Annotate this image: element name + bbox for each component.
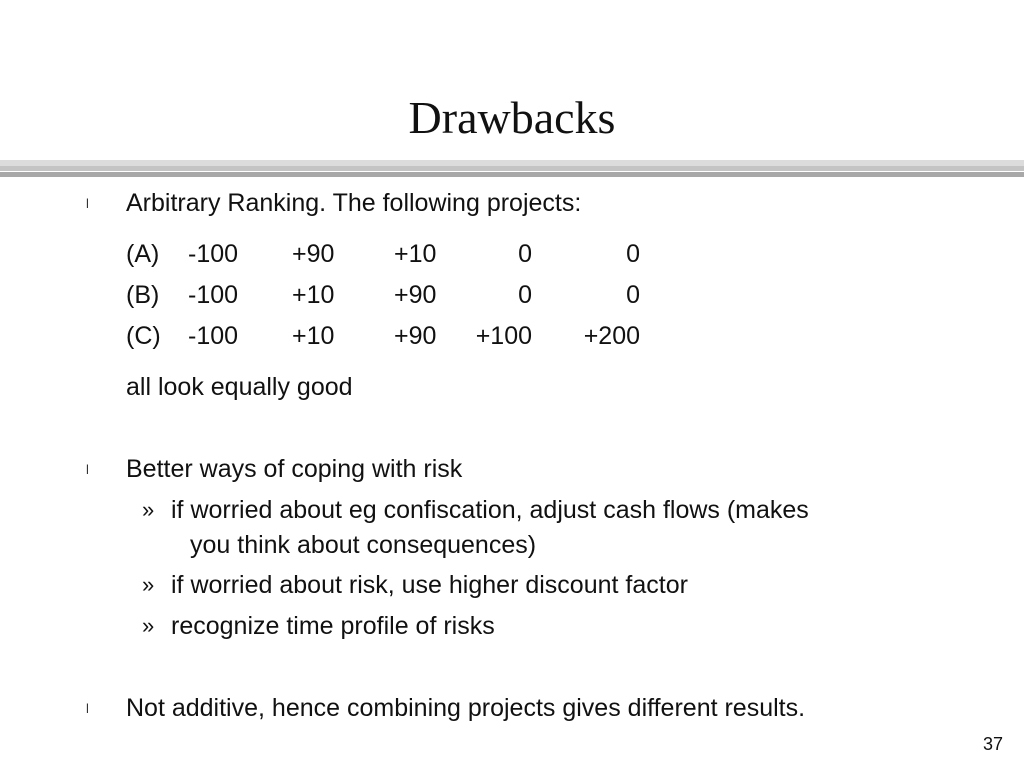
row-label: (C) — [126, 322, 161, 350]
bullet-followup-text: all look equally good — [126, 373, 353, 401]
slide-title: Drawbacks — [408, 92, 616, 143]
title-divider-dark — [0, 172, 1024, 177]
table-cell: +10 — [292, 322, 335, 350]
table-cell: 0 — [626, 281, 640, 309]
bullet-text-coping-with-risk: Better ways of coping with risk — [126, 455, 463, 483]
sub-bullet-marker: » — [142, 497, 155, 522]
page-number: 37 — [982, 734, 1003, 754]
bullet-text-not-additive: Not additive, hence combining projects gives different results. — [126, 694, 806, 722]
table-cell: -100 — [188, 240, 239, 268]
bullet-marker: l — [86, 462, 89, 477]
table-cell: 0 — [626, 240, 640, 268]
sub-bullet-marker: » — [142, 613, 155, 638]
bullet-marker: l — [86, 701, 89, 716]
sub-item-text: recognize time profile of risks — [171, 612, 495, 640]
title-divider-mid — [0, 166, 1024, 171]
row-label: (A) — [126, 240, 160, 268]
table-cell: +90 — [394, 322, 437, 350]
table-cell: +90 — [394, 281, 437, 309]
bullet-text-arbitrary-ranking: Arbitrary Ranking. The following projects: — [126, 189, 582, 217]
sub-item-text: if worried about eg confiscation, adjust cash flows (makes — [171, 496, 809, 524]
table-cell: 0 — [518, 281, 532, 309]
table-cell: +90 — [292, 240, 335, 268]
table-cell: 0 — [518, 240, 532, 268]
table-cell: +10 — [394, 240, 437, 268]
sub-bullet-marker: » — [142, 572, 155, 597]
table-cell: +10 — [292, 281, 335, 309]
table-cell: -100 — [188, 322, 239, 350]
table-cell: +100 — [475, 322, 532, 350]
table-cell: +200 — [583, 322, 640, 350]
row-label: (B) — [126, 281, 160, 309]
bullet-marker: l — [86, 196, 89, 211]
sub-item-text-continued: you think about consequences) — [190, 531, 537, 559]
table-cell: -100 — [188, 281, 239, 309]
sub-item-text: if worried about risk, use higher discount factor — [171, 571, 688, 599]
